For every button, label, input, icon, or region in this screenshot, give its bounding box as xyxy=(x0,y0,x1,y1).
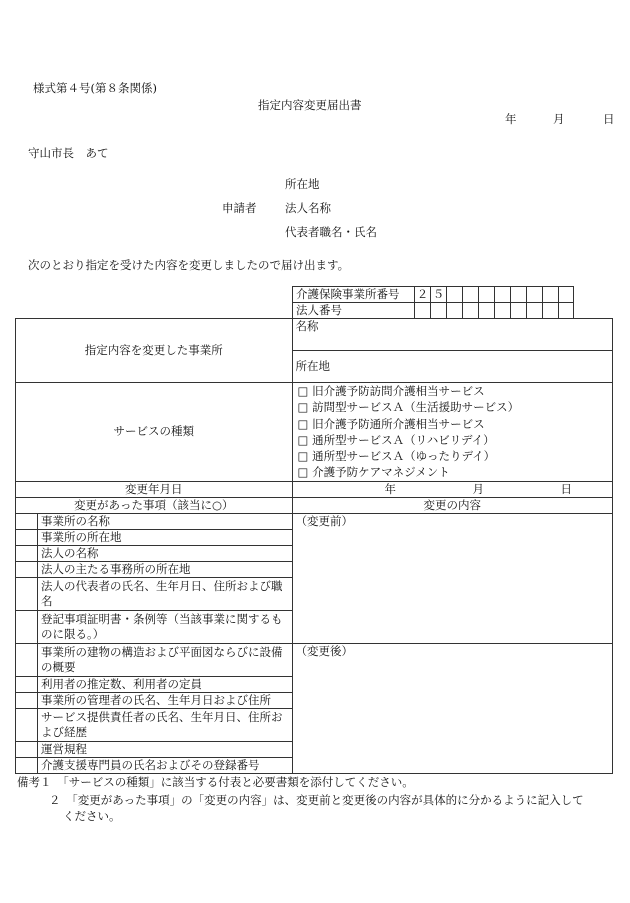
office-number-digit[interactable] xyxy=(479,287,495,303)
corp-number-digit[interactable] xyxy=(527,303,543,319)
change-item: 法人の名称 xyxy=(37,545,292,561)
item-check-box[interactable] xyxy=(16,708,38,741)
change-date-field[interactable] xyxy=(292,481,612,497)
office-number-digit[interactable] xyxy=(463,287,479,303)
office-number-digit[interactable] xyxy=(495,287,511,303)
applicant-label: 申請者 xyxy=(222,201,257,215)
corp-number-digit[interactable] xyxy=(559,303,574,319)
service-type-label: サービスの種類 xyxy=(16,383,293,482)
change-item: 事業所の建物の構造および平面図ならびに設備の概要 xyxy=(37,643,292,676)
item-check-box[interactable] xyxy=(16,529,38,545)
applicant-corp-name: 法人名称 xyxy=(285,201,331,215)
office-number-digit[interactable]: ５ xyxy=(431,287,447,303)
corp-number-digit[interactable] xyxy=(511,303,527,319)
office-number-digit[interactable] xyxy=(559,287,574,303)
item-check-box[interactable] xyxy=(16,545,38,561)
date-month: 月 xyxy=(553,112,565,126)
corp-number-digit[interactable] xyxy=(463,303,479,319)
change-content-header: 変更の内容 xyxy=(292,497,612,513)
note-2: ２ 「変更があった事項」の「変更の内容」は、変更前と変更後の内容が具体的に分かるように記入して xyxy=(49,793,584,807)
change-item: 事業所の名称 xyxy=(37,513,292,529)
office-number-digit[interactable] xyxy=(511,287,527,303)
addressee: 守山市長 あて xyxy=(28,146,109,160)
number-table xyxy=(292,286,574,319)
change-item: 利用者の推定数、利用者の定員 xyxy=(37,676,292,692)
change-date-year: 年 xyxy=(384,481,397,496)
document-title: 指定内容変更届出書 xyxy=(258,98,362,112)
changed-items-header: 変更があった事項（該当に○） xyxy=(16,497,293,513)
change-item: 法人の主たる事務所の所在地 xyxy=(37,561,292,577)
office-name-field[interactable]: 名称 xyxy=(292,319,612,351)
item-check-box[interactable] xyxy=(16,577,38,610)
corp-number-digit[interactable] xyxy=(431,303,447,319)
office-address-field[interactable]: 所在地 xyxy=(292,351,612,383)
item-check-box[interactable] xyxy=(16,561,38,577)
note-2-continued: ください。 xyxy=(63,809,121,823)
service-option[interactable]: □ 訪問型サービスＡ（生活援助サービス） xyxy=(297,400,520,415)
item-check-box[interactable] xyxy=(16,676,38,692)
corp-number-digit[interactable] xyxy=(479,303,495,319)
change-date-day: 日 xyxy=(560,481,573,496)
change-item: 運営規程 xyxy=(37,741,292,757)
applicant-representative: 代表者職名・氏名 xyxy=(285,225,377,239)
intro-text: 次のとおり指定を受けた内容を変更しましたので届け出ます。 xyxy=(28,258,350,272)
change-item: 法人の代表者の氏名、生年月日、住所および職名 xyxy=(37,577,292,610)
service-option[interactable]: □ 旧介護予防訪問介護相当サービス xyxy=(297,384,485,398)
office-number-digit[interactable]: ２ xyxy=(415,287,431,303)
office-number-label: 介護保険事業所番号 xyxy=(293,287,415,303)
corp-number-digit[interactable] xyxy=(447,303,463,319)
office-number-digit[interactable] xyxy=(447,287,463,303)
item-check-box[interactable] xyxy=(16,692,38,708)
change-date-label: 変更年月日 xyxy=(16,481,293,497)
service-option[interactable]: □ 通所型サービスＡ（ゆったりデイ） xyxy=(297,449,496,464)
office-number-digit[interactable] xyxy=(543,287,559,303)
form-number: 様式第４号(第８条関係) xyxy=(33,81,157,95)
change-item: サービス提供責任者の氏名、生年月日、住所および経歴 xyxy=(37,708,292,741)
service-option[interactable]: □ 通所型サービスＡ（リハビリデイ） xyxy=(297,432,495,447)
change-item: 事業所の管理者の氏名、生年月日および住所 xyxy=(37,692,292,708)
date-day: 日 xyxy=(603,112,615,126)
corp-number-label: 法人番号 xyxy=(293,303,415,319)
corp-number-digit[interactable] xyxy=(415,303,431,319)
corp-number-digit[interactable] xyxy=(495,303,511,319)
change-before-field[interactable]: （変更前） xyxy=(292,513,612,643)
date-year: 年 xyxy=(505,112,517,126)
change-date-month: 月 xyxy=(472,481,485,496)
change-item: 介護支援専門員の氏名およびその登録番号 xyxy=(37,757,292,773)
office-number-digit[interactable] xyxy=(527,287,543,303)
item-check-box[interactable] xyxy=(16,643,38,676)
service-option[interactable]: □ 旧介護予防通所介護相当サービス xyxy=(297,416,485,431)
note-1: 備考１ 「サービスの種類」に該当する付表と必要書類を添付してください。 xyxy=(17,775,414,789)
change-item: 登記事項証明書・条例等（当該事業に関するものに限る。） xyxy=(37,610,292,643)
item-check-box[interactable] xyxy=(16,757,38,773)
change-after-field[interactable]: （変更後） xyxy=(292,643,612,773)
office-label: 指定内容を変更した事業所 xyxy=(16,319,293,383)
main-form-table xyxy=(15,318,613,774)
corp-number-digit[interactable] xyxy=(543,303,559,319)
applicant-address: 所在地 xyxy=(285,177,320,191)
change-item: 事業所の所在地 xyxy=(37,529,292,545)
item-check-box[interactable] xyxy=(16,741,38,757)
service-option[interactable]: □ 介護予防ケアマネジメント xyxy=(297,465,450,480)
item-check-box[interactable] xyxy=(16,610,38,643)
item-check-box[interactable] xyxy=(16,513,38,529)
